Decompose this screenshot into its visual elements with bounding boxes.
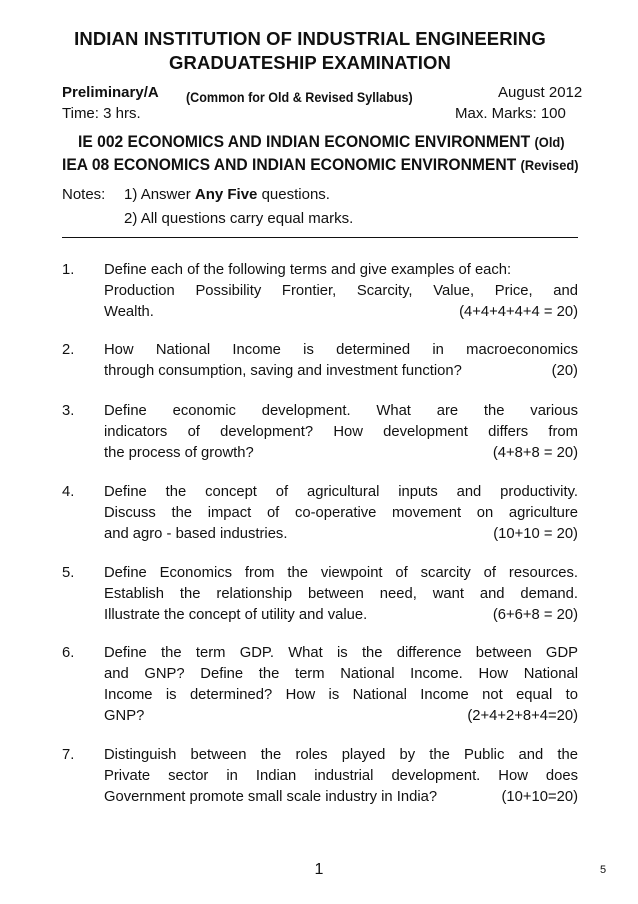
question-line: through consumption, saving and investment function? [104, 363, 462, 379]
note-1-number: 1) [124, 186, 138, 203]
question-line: GNP? [104, 708, 145, 724]
question-5 [62, 565, 578, 635]
question-7 [62, 747, 578, 817]
question-line: Define economic development. What are the various [104, 403, 578, 419]
exam-level: Preliminary/A [62, 84, 159, 101]
question-marks: (6+6+8 = 20) [492, 607, 578, 623]
exam-title: GRADUATESHIP EXAMINATION [169, 52, 451, 73]
question-number: 4. [62, 484, 75, 500]
syllabus-note: (Common for Old & Revised Syllabus) [186, 90, 413, 105]
question-line: and GNP? Define the term National Income. How National [104, 666, 578, 682]
question-line: and agro - based industries. [104, 526, 288, 542]
question-line: Define each of the following terms and give examples of each: [104, 262, 512, 278]
notes-label: Notes: [62, 186, 106, 203]
note-2-text: All questions carry equal marks. [140, 210, 354, 227]
question-line: Income is determined? How is National Income not equal to [104, 687, 578, 703]
subject-revised-tag: (Revised) [520, 157, 579, 173]
max-marks: Max. Marks: 100 [455, 105, 566, 122]
question-line: Establish the relationship between need, want and demand. [104, 586, 578, 602]
subject-old [78, 132, 565, 152]
question-line: Distinguish between the roles played by the Public and the [104, 747, 578, 763]
question-number: 5. [62, 565, 75, 581]
subject-revised [62, 155, 579, 175]
subject-revised-code: IEA 08 ECONOMICS AND INDIAN ECONOMIC ENVIRONMENT [62, 155, 517, 174]
page-number: 1 [314, 861, 324, 878]
question-line: Wealth. [104, 304, 154, 320]
question-line: indicators of development? How development differs from [104, 424, 578, 440]
note-1-text-pre: Answer [140, 186, 195, 203]
question-line: Discuss the impact of co-operative movement on agriculture [104, 505, 578, 521]
question-6 [62, 645, 578, 735]
question-line: the process of growth? [104, 445, 254, 461]
institution-title: INDIAN INSTITUTION OF INDUSTRIAL ENGINEERING [74, 28, 546, 49]
question-line: Define the term GDP. What is the difference between GDP [104, 645, 578, 661]
note-1-emphasis: Any Five [194, 186, 258, 203]
question-marks: (20) [551, 363, 578, 379]
question-marks: (4+8+8 = 20) [492, 445, 578, 461]
side-page-number: 5 [600, 864, 607, 876]
header-divider [62, 237, 578, 238]
question-marks: (2+4+2+8+4=20) [467, 708, 578, 724]
question-marks: (10+10=20) [501, 789, 578, 805]
note-2 [124, 210, 353, 227]
note-1-text-post: questions. [257, 186, 330, 203]
question-number: 6. [62, 645, 75, 661]
question-1 [62, 262, 578, 332]
question-line: Define the concept of agricultural inputs and productivity. [104, 484, 578, 500]
question-line: Production Possibility Frontier, Scarcity, Value, Price, and [104, 283, 578, 299]
question-number: 7. [62, 747, 75, 763]
subject-old-code: IE 002 ECONOMICS AND INDIAN ECONOMIC ENVIRONMENT [78, 132, 531, 151]
subject-old-tag: (Old) [534, 134, 565, 150]
question-line: Private sector in Indian industrial development. How does [104, 768, 578, 784]
question-4 [62, 484, 578, 554]
exam-date: August 2012 [498, 84, 583, 101]
note-2-number: 2) [124, 210, 138, 227]
question-line: Government promote small scale industry in India? [104, 789, 438, 805]
question-2 [62, 342, 578, 392]
question-line: Define Economics from the viewpoint of scarcity of resources. [104, 565, 578, 581]
question-number: 2. [62, 342, 75, 358]
note-1 [124, 186, 330, 203]
question-line: How National Income is determined in macroeconomics [104, 342, 578, 358]
exam-duration: Time: 3 hrs. [62, 105, 141, 122]
question-number: 3. [62, 403, 75, 419]
question-marks: (10+10 = 20) [493, 526, 578, 542]
question-marks: (4+4+4+4+4 = 20) [459, 304, 578, 320]
question-line: Illustrate the concept of utility and value. [104, 607, 368, 623]
question-3 [62, 403, 578, 473]
question-number: 1. [62, 262, 75, 278]
